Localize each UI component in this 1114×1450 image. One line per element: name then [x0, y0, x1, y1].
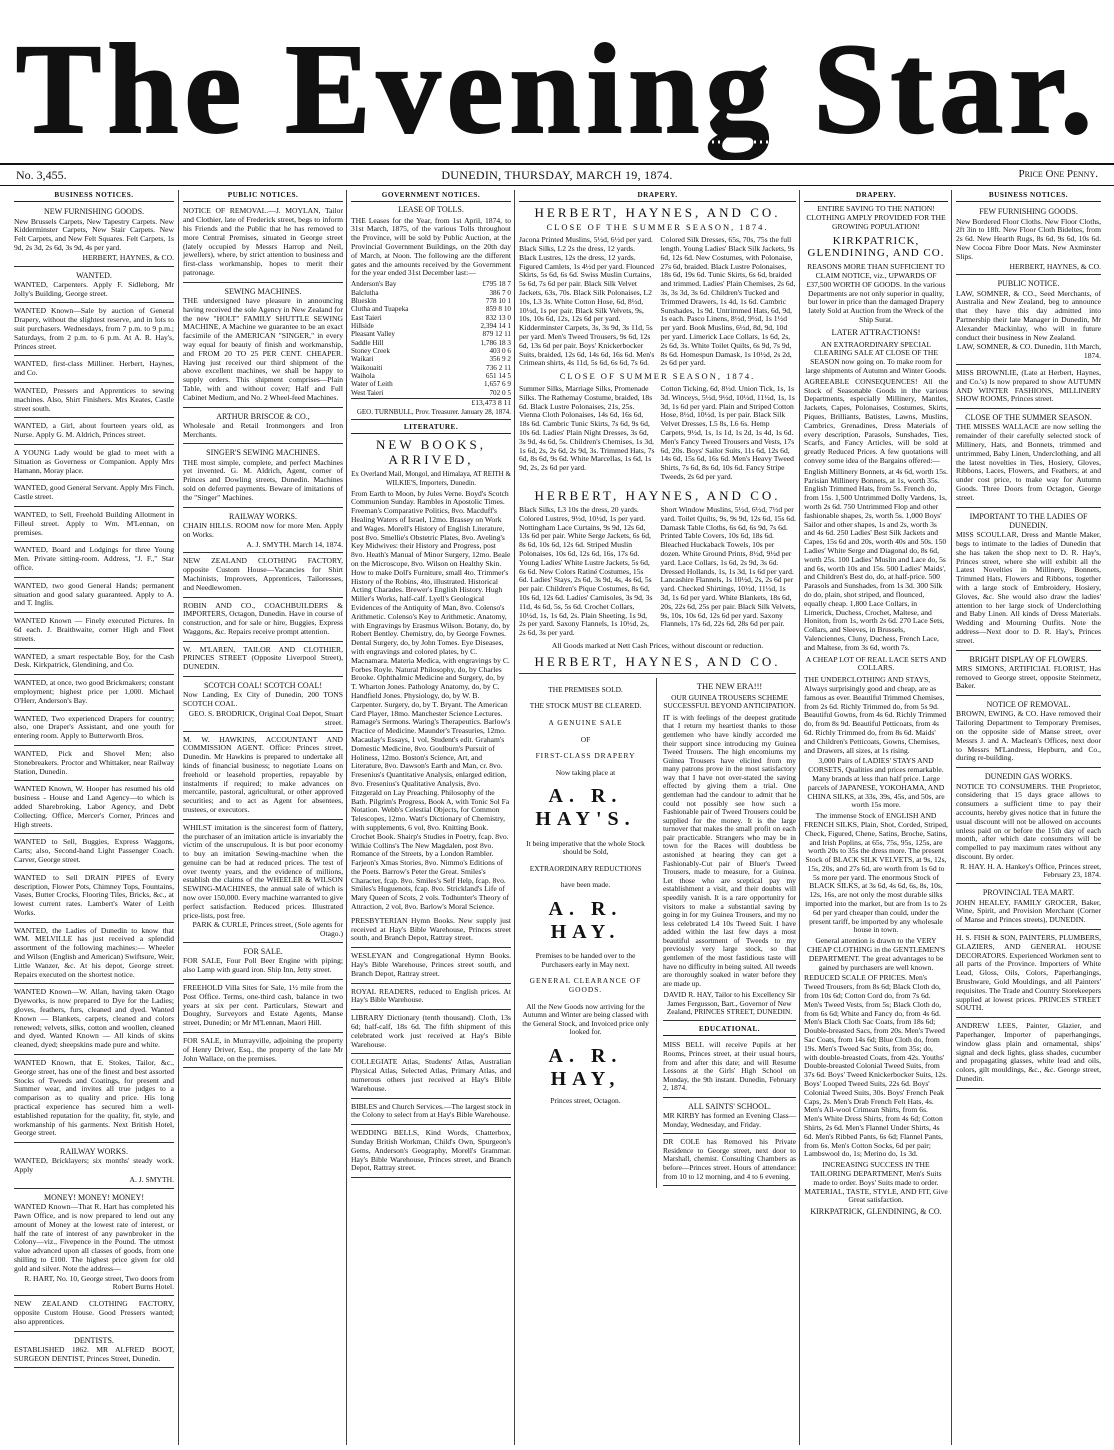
tailoring-department: INCREASING SUCCESS IN THE TAILORING DEPARTMENT, Men's Suits made to order. Boys' Suits made to order. MATERIAL, TASTE, STYLE, AND FIT, Give Great satisfaction. — [804, 1160, 948, 1205]
stock-cleared: THE STOCK MUST BE CLEARED. — [529, 701, 642, 711]
advertisement-signature: A. J. SMYTH. — [129, 1175, 174, 1185]
advertisement-body: WANTED, two good General Hands; permanent situation and good salary guaranteed. Apply to A. and T. Inglis. — [14, 580, 174, 608]
advertisement-body: CHAIN HILLS. ROOM now for more Men. Apply on Works. — [183, 520, 343, 539]
bonnets-list: English Millinery Bonnets, at 4s 6d, worth 15s. Parisian Millinery Bonnets, at 1s, worth 35s. English Trimmed Hats, from 5s. French do, from 15s. 1,500 Untrimmed Dolly Vardens, 1s, worth 2s 6d. 750 Untrimmed Flop and other fashionable shapes, 2s, worth 5s. 1,000 Boys' Sailor and other shapes, 1s and 2s, worth 3s and 4s 6d. 250 Ladies' Best Silk Jackets and Capes, 15s 6d and 20s, worth 40s and 50s. 150 Ladies' White Serge and Diagonal do, 8s 6d, worth 25s. 100 Ladies' Muslin and Lace do, 5s and 6s, worth 10s and 15s. 500 Ladies' Maids', and Children's Best do, do, at half-price. 500 Parasols and Sunshades, from 1s 3d. 300 Silk do do, plain, shot striped, and flounced, equally cheap. 1,800 Lace Collars, in Limerick, Duchess, Crochet, Maltese, and Honiton, from 1s, worth 2s 6d. 270 Lace Sets, Collars, and Sleeves, in Brussels, Valenciennes, Cluny, Duchess, French Lace, and Maltese, from 3s 6d, worth 7s. — [804, 466, 948, 652]
advertisement — [183, 982, 343, 1033]
advertisement-signature: GEO. S. BRODRICK, Original Coal Depot, Stuart street. — [188, 708, 343, 727]
table-row — [351, 364, 511, 372]
advertisement-body: MISS SCOULLAR, Dress and Mantle Maker, begs to intimate to the ladies of Dunedin that she has taken the shop next to D. R. Hay's, Princes street, where she will exhibit all the Latest Novelties in Millinery, Bonnets, Trimmed Hats, Flowers and Ribbons, together with a large stock of Embroidery, Hosiery, Gloves, &c. She would also draw the ladies' attention to her large stock of Underclothing and Baby Linen. All kinds of Dress Materials. Wedding and Mourning Outfits. Note the address—Next door to D. R. Hay's, Princes street. — [956, 530, 1101, 645]
advertisement-body: NOTICE OF REMOVAL.—J. MOYLAN, Tailor and Clothier, late of Frederick street, begs to inform his Friends and the Public that he has removed to more Central Premises, situated in George street (lately occupied by Messrs Harrop and Neil, jewellers), where, by strict attention to business and first-class workmanship, hopes to merit their patronage. — [183, 206, 343, 277]
tolls-body: THE Leases for the Year, from 1st April, 1874, to 31st March, 1875, of the various Tolls throughout the Province, will be sold by Public Auction, at the Provincial Government Buildings, on the 20th day of March, at Noon. The following are the different gates and the amounts received by the Government for the year ended 31st December last:— — [351, 215, 511, 278]
kirkpatrick-firm: KIRKPATRICK, GLENDINING, AND CO. — [807, 234, 945, 260]
toll-amount: 403 0 6 — [489, 346, 511, 355]
advertisement-body: NEW ZEALAND CLOTHING FACTORY, opposite Custom House—Vacancies for Shirt Machinists, Improvers, Apprentices, Tailoresses, and Needlewomen. — [183, 556, 343, 592]
advertisement-body: New Brussels Carpets, New Tapestry Carpets. New Kidderminster Carpets, New Stair Carpets. New Felt Carpets, and New Felt Squares. Felt Carpets, 1s 9d, 2s 3d, 2s 6d, 3s 9d, 4s per yard. — [14, 216, 174, 252]
advertisement-heading: RAILWAY WORKS. — [228, 511, 297, 521]
table-row — [351, 280, 511, 288]
price-list-left: Summer Silks, Marriage Silks, Promenade Silks. The Rathemay Costume, braided, 18s 6d. Black Lustre Polonaises, 21s, 25s. Vienna Cloth Polonaises, 14s 6d, 16s 6d, 18s 6d. Cambric Tunic Skirts, 7s 6d, 9s 6d, 10s 6d. Ladies' Plain Night Dresses, 3s 6d, 3s 9d, 4s 6d, 5s. Children's Chemises, 1s 3d, 1s 6d, 2s, 2s 6d, 2s 9d, 3s. Trimmed Hats, 7s 6d, 8s 6d, 9s 6d. White Marcellas, 1s 6d, 1s 9d, 2s, 2s 6d per yard. — [519, 384, 655, 473]
advertisement — [956, 205, 1101, 275]
toll-gate-name: East Taieri — [351, 313, 382, 322]
advertisement — [14, 925, 174, 985]
advertisement — [14, 677, 174, 710]
toll-amount: 2,394 14 1 — [480, 321, 511, 330]
ads-list — [351, 915, 511, 1178]
firm-name: HERBERT, HAYNES, AND CO. — [534, 205, 781, 221]
advertisement — [351, 1127, 511, 1178]
advertisement — [14, 986, 174, 1055]
table-row — [351, 314, 511, 322]
table-row — [351, 330, 511, 338]
have-been-made: have been made. — [560, 880, 611, 890]
table-row — [351, 389, 511, 397]
masthead — [0, 0, 1114, 160]
advertisement-body: MISS BROWNLIE, (Late at Herbert, Haynes, and Co.'s) Is now prepared to show AUTUMN AND WINTER FASHIONS, MILLINERY SHOW ROOMS, Princes street. — [956, 368, 1101, 404]
table-row — [351, 339, 511, 347]
educational-header: EDUCATIONAL. — [663, 1024, 796, 1036]
toll-amount: 702 0 5 — [489, 388, 511, 397]
toll-gate-name: Balclutha — [351, 288, 379, 297]
issue-number: No. 3,455. — [16, 168, 67, 182]
advertisement-heading: ALL SAINTS' SCHOOL. — [688, 1101, 771, 1111]
stays-corsets: 3,000 Pairs of LADIES' STAYS AND CORSETS, Qualities and prices remarkable. Many brands at less than half price. Large parcels of JAPANESE, YOKOHAMA, AND CHINA SILKS, at 33s, 39s, 45s, and 50s, are worth 15s more. — [807, 756, 945, 810]
hay-name: A. R. HAY'S. — [535, 785, 636, 831]
advertisement — [14, 836, 174, 869]
advertisement-body: WESLEYAN and Congregational Hymn Books. Hay's Bible Warehouse, Princes street south, and Branch Depot, Rattray street. — [351, 951, 511, 978]
advertisement-body: WANTED, at once, two good Brickmakers; constant employment; highest price per 1,000. Michael O'Herr, Anderson's Bay. — [14, 678, 174, 705]
toll-amount: 832 13 0 — [485, 313, 511, 322]
reduced-scale: REDUCED SCALE OF PRICES. Men's Tweed Trousers, from 8s 6d; Black Cloth do, from 10s 6d; Cotton Cord do, from 7s 6d. Men's Tweed Vests, from 5s; Black Cloth do, from 6s 6d; White and Fancy do, from 4s 6d. Men's Black Cloth Sac Coats, from 18s 6d; Double-breasted Sacs, from 20s. Men's Tweed Sac Coats, from 14s 6d; Blue Cloth do, from 19s. Men's Tweed Sac Suits, from 35s; do, with double-breasted Coats, from 42s. Youths' Double-breasted Colonial Tweed Suits, from 37s 6d. Boys' Tweed Knickerbocker Suits, 12s. Boys' Looped Tweed Suits, 22s 6d. Boys' Colonial Tweed Suits, 30s. Boys' French Peak Caps, 2s. Men's Drab French Felt Hats, 4s. Men's All-wool Crimean Shirts, from 6s. Men's White Dress Shirts, from 4s 6d; Cotton Shirts, 2s 6d. Men's Flannel Under Shirts, 4s 6d. Men's Ribbed Pants, 6s 6d; Flannel Pants, from 6s. Men's Cotton Socks, 6d per pair; Lambswool do, 1s; Merino do, 1s 3d. — [804, 973, 948, 1159]
masthead-title: The Evening Star. — [15, 18, 1099, 160]
advertisement — [14, 1145, 174, 1189]
firm-name-3: HERBERT, HAYNES, AND CO. — [519, 654, 796, 674]
advertisement — [183, 734, 343, 820]
advertisement-body: WANTED Known, W. Hooper has resumed his old business - House and Land Agency—to which is added Sharebroking, Labor Agency, and Debt Collecting. Office, Mercer's Corner, Princes and High streets. — [14, 784, 174, 829]
advertisement-signature: HERBERT, HAYNES, & CO. — [1009, 261, 1101, 271]
advertisement-signature: PARK & CURLE, Princes street, (Sole agents for Otago.) — [192, 920, 343, 939]
advertisement — [956, 653, 1101, 697]
advertisement — [14, 1334, 174, 1369]
table-row — [351, 322, 511, 330]
advertisement-body: WANTED, a Girl, about fourteen years old, as Nurse. Apply G. M. Aldrich, Princes street. — [14, 421, 174, 440]
advertisement — [183, 822, 343, 943]
advertisement — [663, 1100, 796, 1134]
column-header: GOVERNMENT NOTICES. — [351, 190, 511, 202]
advertisement-body: WEDDING BELLS, Kind Words, Chatterbox, Sunday British Workman, Child's Own, Spurgeon's Gems, Anderson's Geography, Morell's Grammar. Hay's Bible Warehouse, Princes street, and Branch Depot, Rattray street. — [351, 1128, 511, 1173]
table-row — [351, 355, 511, 363]
advertisement-body: WANTED Known—Sale by auction of General Drapery, without the slightest reserve, and in lots to suit purchasers. Wednesdays, from 7 p.m. to 9 p.m.; Saturdays, from 2 p.m. to 6 p.m. At A. R. Hay's, Princes street. — [14, 306, 174, 351]
advertisement-body: NOTICE TO CONSUMERS. THE Proprietor, considering that 15 days grace allows to consumers a sufficient time to pay their accounts, hereby gives notice that in future the usual discount will not be allowed on accounts unless paid on or before the 15th day of each month, after which date consumers will be compelled to pay maximum rates without any discount. By order. — [956, 781, 1101, 861]
advertisement-body: ANDREW LEES, Painter, Glazier, and Paperhanger, Importer of paperhangings, window glass plain and ornamental, ships' signal and deck lights, glass shades, cucumber and propagating glasses, white lead and oils, colors, gilt mouldings, &c., &c. George street, Dunedin. — [956, 1021, 1101, 1083]
guinea-trousers-heading: OUR GUINEA TROUSERS SCHEME SUCCESSFUL BEYOND ANTICIPATION. — [663, 692, 796, 711]
special-sale: AN EXTRAORDINARY SPECIAL CLEARING SALE AT CLOSE OF THE SEASON now going on. To make room for large shipments of Autumn and Winter Goods. — [805, 339, 947, 376]
advertisement-heading: CLOSE OF THE SUMMER SEASON. — [965, 413, 1092, 423]
advertisement-body: ROYAL READERS, reduced to English prices. At Hay's Bible Warehouse. — [351, 986, 511, 1005]
toll-gate-name: Stoney Creek — [351, 346, 390, 355]
advertisement — [956, 932, 1101, 1018]
reasons: REASONS MORE THAN SUFFICIENT TO CLAIM NOTICE, viz., UPWARDS OF £37,500 WORTH OF GOODS. In the various Departments are not only superior in quality, but lower in price than the damaged Drapery lately Sold at Auction from the Wreck of the Ship Surat. — [806, 262, 946, 325]
new-era-heading: THE NEW ERA!!! — [696, 680, 763, 691]
column-header: BUSINESS NOTICES. — [14, 190, 174, 202]
price-list-3 — [519, 506, 796, 638]
advertisement-heading: MONEY! MONEY! MONEY! — [44, 1192, 144, 1202]
table-row — [351, 372, 511, 380]
column-header: BUSINESS NOTICES. — [956, 190, 1101, 202]
advertisement — [14, 305, 174, 356]
toll-amount: £795 18 7 — [482, 280, 511, 289]
genuine-sale: A GENUINE SALE — [548, 717, 623, 727]
toll-amount: 356 9 2 — [489, 355, 511, 364]
advertisement-body: MR KIRBY has formed an Evening Class—Monday, Wednesday, and Friday. — [663, 1111, 796, 1129]
column-header: DRAPERY. — [519, 190, 796, 202]
advertisement — [183, 446, 343, 507]
advertisement-heading: PUBLIC NOTICE. — [997, 279, 1060, 289]
later-attractions: LATER ATTRACTIONS! — [831, 326, 921, 337]
silks: The immense Stock of ENGLISH AND FRENCH SILKS, Plain, Shot, Corded, Striped, Check, Figured, Chene, Satins, Broche, Satins, and Irish Poplins, at 65s, 75s, 95s, 125s, are worth 20s to 35s the dress more. The present Stock of BLACK SILK VELVETS, at 9s, 12s, 15s, 20s, and 27s 6d, are worth from 1s 6d to 5s more per yard. The enormous Stock of BLACK SILKS, at 3s 6d, 4s 6d, 6s, 8s, 10s, 12s, 16s, are not only the most durable silks imported into the market, but are from 1s to 2s 6d per yard cheaper than could, under the present tariff, be imported by any wholesale house in town. — [804, 811, 948, 935]
advertisement-body: Now Landing, Ex City of Dunedin, 200 TONS SCOTCH COAL. — [183, 690, 343, 709]
toll-gate-name: Water of Leith — [351, 380, 393, 389]
toll-gate-name: Waikouaiti — [351, 363, 383, 372]
toll-gate-name: Saddle Hill — [351, 338, 384, 347]
toll-amount: 859 8 10 — [485, 305, 511, 314]
imperative-text: It being imperative that the whole Stock should be Sold, — [526, 838, 645, 857]
tolls-table — [351, 280, 511, 397]
advertisement-body: BROWN, EWING, & CO. Have removed their Tailoring Department to Temporary Premises, on the opposite side of Manse street, over Messrs J. and A. Maclean's Offices, next door to Messrs M'Landress, Hepburn, and Co., during re-building. — [956, 709, 1101, 763]
table-row — [351, 297, 511, 305]
hay-sale-advert — [519, 678, 657, 1188]
advertisement-body: WANTED to Sell, Buggies, Express Waggons, Carts; also, Second-hand Light Passenger Coach. Carver, George street. — [14, 837, 174, 864]
advertisement — [956, 1020, 1101, 1089]
advertisement-heading: FOR SALE. — [243, 947, 283, 957]
advertisement-body: THE MISSES WALLACE are now selling the remainder of their carefully selected stock of Millinery, Hats, and Bonnets, trimmed and untrimmed, Baby Linen, Underclothing, and all the latest novelties in Ties, Hosiery, Gloves, Ribbons, Laces, Flowers, and Feathers, at and under cost price, to make way for Autumn Goods. Three Doors from Octagon, George street. — [956, 422, 1101, 502]
advertisement — [14, 748, 174, 781]
advertisement — [351, 915, 511, 948]
toll-gate-name: Clutha and Tuapeka — [351, 305, 409, 314]
new-books-subtitle: Ex Overland Mail, Mongol, and Himalaya, AT REITH & WILKIE'S, Importers, Dunedin. — [351, 470, 511, 487]
advertisement — [183, 555, 343, 597]
advertisement-heading: DUNEDIN GAS WORKS. — [984, 772, 1073, 782]
advertisement-body: WANTED Known—That R. Hart has completed his Pawn Office, and is now prepared to lend out any amount of Money at the lowest rate of interest, or half the rate of interest of any pawnbroker in the Colony—viz., Fivepence in the Pound. The utmost value advanced upon all classes of goods, from one shilling to £100. The highest price given for old gold and silver. Note the address— — [14, 1202, 174, 1273]
hay-name-3: A. R. HAY, — [548, 1044, 623, 1091]
price-list-left: Jacona Printed Muslins, 5½d, 6½d per yard. Black Silks, L2 2s the dress, 12 yards. Black Lustres, 12s the dress, 12 yards. Figured Camlets, 1s 4½d per yard. Flounced Skirts, 5s 6d, 6s 6d. Swiss Muslin Curtains, 5s 6d, 7s 6d per pair. Black Silk Velvet Jackets, 63s, 70s. Black Silk Polonaises, L2 10s, L3 3s. White Cotton Hose, 6d, 8½d, 10½d, 1s per pair. Black Silk Velvets, 9s, 10s, 10s 6d, 12s, 12s 6d per yard. Kidderminster Carpets, 3s, 3s 9d, 3s 11d, 5s per yard. Men's Tweed Trousers, 9s 6d, 12s 6d, 13s 6d per pair. Boys' Knickerbocker Suits, braided, 12s 6d, 14s 6d, 16s 6d. Men's Crimean shirts, 4s 11d, 5s 6d, 6s 6d, 7s 6d. — [519, 235, 655, 368]
advertisement — [663, 1136, 796, 1186]
advertisement-body: MISS BELL will receive Pupils at her Rooms, Princes street, at their usual hours, from and after this date; and will Resume Lessons at the Girls' High School on Monday, the 9th instant. Dunedin, February 2, 1874. — [663, 1040, 796, 1093]
advertisement — [183, 410, 343, 445]
advertisement-signature: R. HAY. H. A. Hankey's Office, Princes street, February 23, 1874. — [959, 861, 1101, 880]
advertisement — [183, 600, 343, 642]
ads-list — [956, 205, 1101, 1088]
price-list-1 — [519, 236, 796, 368]
advertisement-body: WANTED, Pick and Shovel Men; also Stonebreakers. Proctor and Whittaker, near Railway Station, Dunedin. — [14, 748, 174, 776]
advertisement-body: WANTED, Two experienced Drapers for country; also, one Draper's Assistant, and one youth for entering room. Apply to Butterworth Bros. — [14, 713, 174, 741]
table-row — [351, 289, 511, 297]
new-goods-text: All the New Goods now arriving for the Autumn and Winter are being classed with the General Stock, and Invoiced price only looked for. — [522, 1001, 649, 1037]
underclothing: THE UNDERCLOTHING AND STAYS, Always surprisingly good and cheap, are as famous as ever. Beautiful Trimmed Chemises, from 2s 6d. Richly Trimmed do, from 5s 9d. Beautiful Gowns, from 4s 6d. Richly Trimmed do, from 8s 9d. Beautiful Petticoats, from 4s 6d. Richly Trimmed do, from 8s 6d. Maids' and Children's Petticoats, Gowns, Chemises, and Drawers, all sizes, at 1s rising. — [804, 675, 947, 755]
advertisement-heading: ARTHUR BRISCOE & CO., — [216, 411, 310, 421]
advertisement — [14, 420, 174, 445]
advertisement — [351, 1012, 511, 1054]
advertisement — [956, 698, 1101, 768]
advertisement-body: WHILST imitation is the sincerest form of flattery, the purchaser of an imitation article is invariably the victim of the unscrupulous. It is but poor economy to buy an imitation Sewing-machine when the genuine can be had at reduced prices. The test of over twenty years, and the evidence of millions, establish the claims of the WHEELER & WILSON SEWING-MACHINES, the annual sale of which is now over 150,000. Every machine warranted to give perfect satisfaction. Reduced prices. Illustrated price-lists, post free. — [183, 822, 343, 920]
tolls-total: £13,473 8 11 — [351, 398, 511, 408]
toll-amount: 736 2 11 — [486, 363, 511, 372]
advertisement-body: FOR SALE, Four Poll Beer Engine with piping; also Lamp with guard iron. Ship Inn, Jetty street. — [183, 956, 343, 975]
agreeable-consequences: AGREEABLE CONSEQUENCES! All the Stock of Seasonable Goods in the various Departments, especially Millinery, Mantles, Jackets, Capes, Polonaises, Costumes, Skirts, Piques, Brilliants, Batistes, Lawns, Muslins, Cambrics, Grenadines, Dress Materials of every description, Parasols, Sunshades, Ties, Scarfs, and Fancy Articles, will be sold at greatly Reduced Prices. A few quotations will convey some idea of the Bargains offered:— — [804, 376, 948, 466]
advertisement — [351, 1101, 511, 1126]
toll-amount: 1,786 18 3 — [480, 338, 511, 347]
advertisement — [956, 510, 1101, 651]
advertisement-signature: A. J. SMYTH. March 14, 1874. — [246, 539, 343, 549]
advertisement-signature: R. HART, No. 10, George street, Two doors from Robert Burns Hotel. — [24, 1273, 174, 1292]
advertisement — [14, 1191, 174, 1296]
toll-gate-name: Hillside — [351, 321, 374, 330]
price-list-left: Black Silks, L3 10s the dress, 20 yards. Colored Lustres, 9½d, 10½d, 1s per yard. Nottingham Lace Curtains, 9s 9d, 12s 6d, 13s 6d per pair. White Serge Jackets, 6s 6d, 8s 6d, 10s 6d, 12s 6d. Striped Muslin Polonaises, 10s 6d, 12s 6d, 16s, 17s 6d. Young Ladies' White Lustre Jackets, 5s 6d, 6s 6d. New Colors Ratiné Costumes, 15s 6d. Ladies' Stays, 2s 6d, 3s 9d, 4s, 4s 6d, 5s per pair. Children's Pique Costumes, 8s 6d, 10s 6d, 12s 6d. Ladies' Camisoles, 3s 9d, 3s 11d, 4s 6d, 5s, 5s 6d. Crochet Collars, 10½d, 1s, 1s 6d, 2s. Plain Sheeting, 1s 9d, 2s per yard. Saxony Flannels, 1s 10½d, 2s, 2s 6d, 3s per yard. — [519, 504, 653, 638]
advertisement-body: A YOUNG Lady would be glad to meet with a Situation as Governess or Companion. Apply Mrs Hamann, Moray place. — [14, 448, 174, 475]
price-list-right: Colored Silk Dresses, 65s, 70s, 75s the full length. Young Ladies' Black Silk Jackets, 9s 6d, 12s 6d. New Costumes, with Polonaise, 27s 6d, braided. Black Lustre Polonaises, 18s 6d, 19s 6d. Tunic Skirts, 6s 6d, braided and trimmed. Ladies' Plain Chemises, 2s 6d, 3s, 3s 3d, 3s 6d. Children's Tucked and Trimmed Drawers, 1s 4d, 1s 6d. Cambric Sunshades, 1s 9d. Untrimmed Hats, 6d, 9d, 1s each. Pasco Linens, 8½d, 9½d, 1s 1½d per yard. Book Muslins, 6½d, 8d, 9d, 10d per yard. Limerick Lace Collars, 1s 6d, 2s, 2s 6d, 3s. White Toilet Quilts, 6s 9d, 7s 9d, 8s 6d. Homespun Damask, 1s 10½d, 2s 2d, 2s 6d per yard. — [660, 235, 796, 368]
extraordinary-reductions: EXTRAORDINARY REDUCTIONS — [529, 863, 642, 873]
advertisement — [183, 205, 343, 282]
toll-gate-name: West Taieri — [351, 388, 384, 397]
hay-address: Princes street, Octagon. — [550, 1096, 621, 1106]
advertisement-heading: IMPORTANT TO THE LADIES OF DUNEDIN. — [969, 511, 1088, 530]
advertisement-body: New Bordered Floor Cloths. New Floor Cloths, 2ft 3in to 18ft. New Floor Cloth Bideltes, from 2s 6d. New Hearth Rugs, 8s 6d, 9s 6d, 10s 6d. New Cocoa Fibre Door Mats. New Axminster Slips. — [956, 216, 1101, 261]
advertisement-heading: DENTISTS. — [74, 1335, 114, 1345]
advertisement-body: MRS SIMONS, ARTIFICIAL FLORIST, Has removed to George street, opposite Steinmetz, Baker. — [956, 663, 1101, 691]
issue-price: Price One Penny. — [1018, 168, 1098, 180]
advertisement-body: WANTED Known — Finely executed Pictures. In 6d each. J. Braithwaite, corner High and Fleet streets. — [14, 616, 174, 643]
advertisement — [183, 510, 343, 554]
toll-amount: 651 14 5 — [485, 371, 511, 380]
advertisement-body: WANTED Known—W. Allan, having taken Otago Dyeworks, is now prepared to Dye for the Ladies; gloves, feathers, furs, cleaned and dyed. Wanted Known — Blankets, carpets, cleaned and colors renewed; velvets, silks, cotton and woollen, cleaned and dyed. Wanted Known — All kinds of skins cleaned, dyed; sheepskins made pure and white. — [14, 987, 174, 1050]
advertisement — [956, 277, 1101, 365]
advertisement-body: COLLEGIATE Atlas, Students' Atlas, Australian Physical Atlas, Selected Atlas, Primary Atlas, and numerous others just received at Hay's Bible Warehouse. — [351, 1057, 511, 1093]
new-books-title: NEW BOOKS, ARRIVED, — [376, 437, 486, 468]
hay-and-era-block — [519, 678, 796, 1188]
advertisement-body: WANTED, to Sell, Freehold Building Allotment in Filleul street. Apply to Wm. M'Lennan, on premises. — [14, 510, 174, 537]
advertisement-body: WANTED to Sell DRAIN PIPES of Every description, Flower Pots, Chimney Tops, Fountains, Vases, Butter Crocks, Flooring Tiles, Bricks, &c., at lowest current rates. Lambert's Water of Leith Works. — [14, 872, 174, 917]
toll-gate-name: Anderson's Bay — [351, 280, 397, 289]
advertisement-body: FOR SALE, in Murrayville, adjoining the property of Henry Driver, Esq., the property of the late Mr John Wallace, on the premises. — [183, 1035, 343, 1063]
new-era-signature: DAVID R. HAY, Tailor to his Excellency Sir James Fergusson, Bart., Governor of New Zealand, PRINCES STREET, DUNEDIN. — [663, 991, 796, 1021]
column-government-notices — [346, 190, 515, 1445]
toll-amount: 879 12 11 — [482, 330, 511, 339]
advertisement — [14, 269, 174, 304]
column-drapery-kirkpatrick — [799, 190, 952, 1445]
advertisement-body: WANTED Known, that E. Stokes, Tailor, &c., George street, has one of the finest and best assorted Stocks of Tweeds and Coatings, for present and Summer wear, and invites all true judges to a comparison as to quality and price. His long practical experience has secured him a well-established reputation for the quality, fit, style, and workmanship of his garments. Next British Hotel, George street. — [14, 1058, 174, 1138]
toll-amount: 1,657 6 9 — [484, 380, 511, 389]
advertisement-body: LAW, SOMNER, & CO., Seed Merchants, of Australia and New Zealand, beg to announce that they have this day admitted into Partnership their late Manager in Dunedin, Mr Alexander Mackinlay, who will in future conduct their business in New Zealand. — [956, 288, 1101, 342]
column-business-notices — [10, 190, 178, 1445]
column-header: DRAPERY. — [804, 190, 948, 202]
literature-header: LITERATURE. — [351, 422, 511, 434]
season-heading: CLOSE OF THE SUMMER SEASON, 1874. — [546, 222, 769, 233]
advertisement — [956, 770, 1101, 884]
gentlemens-department: General attention is drawn to the VERY CHEAP CLOTHING in the GENTLEMEN'S DEPARTMENT. The great advantages to be gained by purchasers are well known. — [806, 936, 946, 972]
advertisement — [956, 411, 1101, 507]
advertisement-body: FREEHOLD Villa Sites for Sale, 1½ mile from the Post Office. Terms, one-third cash, balance in two years at six per cent. Particulars, Stewart and Doughty, Surveyors and Estate Agents, Manse street, Dunedin; or Mr M'Lennan, Maori Hill. — [183, 982, 343, 1028]
advertisement — [14, 651, 174, 676]
advertisement — [14, 544, 174, 577]
advertisement — [14, 509, 174, 542]
of-text: OF — [580, 734, 591, 744]
advertisement — [183, 679, 343, 731]
advertisement — [183, 644, 343, 677]
advertisement — [183, 945, 343, 980]
price-list-right: Short Window Muslins, 5½d, 6½d, 7½d per yard. Toilet Quilts, 9s, 9s 9d, 12s 6d, 15s 6d. Damask Table Cloths, 6s 6d, 6s 9d, 7s 6d. Printed Table Covers, 10s 6d, 18s 6d. Bleached Huckaback Towels, 10s per dozen. White Ground Prints, 8½d, 9½d per yard. Lace Collars, 1s 6d, 2s 9d, 3s 6d. Dressed Hollands, 1s, 1s 3d, 1s 6d per yard. Lancashire Flannels, 1s 10½d, 2s, 2s 6d per yard. Checked Shirtings, 10½d, 11½d, 1s 3d, 1s 6d per yard. White Blankets, 18s 6d, 20s, 22s 6d, 25s per pair. Black Silk Velvets, 9s, 10s, 10s 6d, 12s 6d per yard. Saxony Flannels, 17s 6d, 22s 6d, 28s 6d per pair. — [660, 504, 796, 629]
issue-date: DUNEDIN, THURSDAY, MARCH 19, 1874. — [441, 168, 673, 182]
advertisement-heading: BRIGHT DISPLAY OF FLOWERS. — [969, 654, 1088, 664]
advertisement-heading: RAILWAY WORKS. — [59, 1147, 128, 1157]
advertisement-body: WANTED, the Ladies of Dunedin to know that WM. MELVILLE has just received a splendid assortment of the following machines:— Wheeler and Wilson (English and American) Swiftsure, Weir, Little Wanzer, &c. At his depot, George street. Repairs executed on the shortest notice. — [14, 925, 174, 979]
advertisement — [351, 986, 511, 1011]
advertisement — [663, 1039, 796, 1097]
advertisement-body: PRESBYTERIAN Hymn Books. New supply just received at Hay's Bible Warehouse, Princes street south, and Branch Depot, Rattray street. — [351, 915, 511, 943]
advertisement-body: H. S. FISH & SON, PAINTERS, PLUMBERS, GLAZIERS, AND GENERAL HOUSE DECORATORS. Experienced Workmen sent to all parts of the Province. Importers of White Lead, Gloss, Oils, Colors, Paperhangings, Brushware, Gold Mouldings, and all Painters' requisites. The Trade and Country Storekeepers supplied at lowest prices. PRINCES STREET SOUTH. — [956, 932, 1101, 1013]
advertisement-body: WANTED, a smart respectable Boy, for the Cash Desk. Kirkpatrick, Glendining, and Co. — [14, 651, 174, 670]
toll-gate-name: Waihola — [351, 371, 375, 380]
advertisement — [14, 615, 174, 648]
toll-amount: 778 10 1 — [485, 296, 511, 305]
column-public-notices — [178, 190, 347, 1445]
advertisement-heading: SEWING MACHINES. — [224, 286, 302, 296]
table-row — [351, 347, 511, 355]
advertisement-body: ESTABLISHED 1862. MR ALFRED BOOT, SURGEON DENTIST, Princes Street, Dunedin. — [14, 1344, 174, 1363]
advertisement-body: Wholesale and Retail Ironmongers and Iron Merchants. — [183, 420, 343, 439]
advertisement — [183, 285, 343, 408]
advertisement-heading: NOTICE OF REMOVAL. — [986, 700, 1071, 710]
hay-name-2: A. R. HAY. — [548, 897, 623, 944]
toll-gate-name: Pleasant Valley — [351, 330, 395, 339]
tolls-signature: GEO. TURNBULL, Prov. Treasurer. January 28, 1874. — [351, 408, 511, 420]
advertisement — [14, 447, 174, 480]
firm-name-2: HERBERT, HAYNES, AND CO. — [534, 487, 781, 503]
new-era-body: IT is with feelings of the deepest gratitude that I return my heartiest thanks to those gentlemen who have kindly accorded me their support since introducing my Guinea Tweed Trousers. The high encomiums my Guinea Trousers have elicited from my many patrons prove in the most satisfactory way that I have not over-stated the saving effected by giving them a trial. One gentleman had the candour to admit that he could not possibly see how such a Fashionable pair of Tweed Trousers could be supplied for the money. It is the large turnover that makes the small profit on each pair practicable. Strangers who may be in town for the Races will doubtless be astonished at hearing they can get a Fashionably-Cut pair of Bluer's Tweed Trousers, made to measure, for a Guinea. Let those who are sceptical pay my establishment a visit, and their doubts will speedily vanish. It is a rare opportunity for visitors to make a substantial saving by going in for my Guinea Trousers, and my no less celebrated L4 10s Tweed Suit. I have added within the last few days a most beautiful assortment of Tweeds to my previously very large stock, so that gentlemen of the most fastidious taste will have no difficulty in being suited. All tweeds are thoroughly soaked in water before they are made up. — [663, 712, 796, 988]
advertisement-body: M. W. HAWKINS, ACCOUNTANT AND COMMISSION AGENT. Office: Princes street, Dunedin. Mr Hawkins is prepared to undertake all kinds of financial business; to negotiate Loans on freehold or leasehold properties, repayable by instalments if required; to make advances on mercantile, pastoral, agricultural, or other approved securities; and to act as Agent for absentees, trustees, or executors. — [183, 734, 343, 814]
advertisement-body: ROBIN AND CO., COACHBUILDERS & IMPORTERS, Octagon, Dunedin. Have in course of construction, and for sale or hire, Buggies, Express Waggons, &c. Repairs receive prompt attention. — [183, 600, 343, 636]
advertisement — [14, 385, 174, 418]
advertisement — [14, 1057, 174, 1143]
advertisement — [183, 1035, 343, 1068]
new-era-advert — [663, 678, 796, 1188]
advertisement — [14, 482, 174, 507]
masthead-blackletter-title — [0, 0, 1114, 160]
advertisement-signature: LAW, SOMNER, & CO. Dunedin, 11th March, 1874. — [956, 342, 1101, 361]
column-drapery-hay — [514, 190, 800, 1445]
advertisement-heading: PROVINCIAL TEA MART. — [982, 888, 1075, 898]
first-class-drapery: FIRST-CLASS DRAPERY — [535, 751, 636, 761]
kirkpatrick-signature: KIRKPATRICK, GLENDINING, & CO. — [810, 1207, 942, 1217]
book-list: From Earth to Moon, by Jules Verne. Boyd's Scotch Communion Sunday. Rambles in Apostolic Times. Freeman's Comparative Politics, 8vo. Macduff's Healing Waters of Israel, 12mo. Brassey on Work and Wages. Morell's History of English Literature, post 8vo. Smellie's Obstetric Plates, 8vo. Aveling's Key Midwives: their History and Progress, post 8vo. Heath's Manual of Minor Surgery, 12mo. Beale on the Microscope, 8vo. Wilson on Healthy Skin. How to make Doll's Furniture, small 4to. Trimmer's History of the Robins, 4to, illustrated. Historical Acting Charades. Brewer's English History. Hugh Miller's Works, half-calf. Lyell's Geological Evidences of the Antiquity of Man, 8vo. Colenso's Arithmetic. Colenso's Key to Arithmetic. Anatomy, with Engravings by Erasmus Wilson. Botany, do, by Robert Bentley. Chemistry, do, by George Fownes. Dental Surgery, do, by John Tomes. Eye Diseases, with engravings and colored plates, by C. Macnamara. Materia Medica, with engravings by C. Forbes Royle. Natural Philosophy, do, by Charles Brooke. Ophthalmic Medicine and Surgery, do, by T. Wharton Jones. Pathology Anatomy, do, by C. Handfield Jones. Physiology, do, by W. B. Carpenter. Surgery, do, by T. Bryant. The American Card Player, 18mo. Manchester Science Lectures. Ramage's Sermons. Waring's Therapeutics. Barlow's Practice of Medicine. Maunder's Treasuries, 12mo. Macaulay's Essays, 1 vol, Student's edit. Graham's Domestic Medicine, 8vo. Goulburn's Pursuit of Holiness, 12mo. Boston's Science, Art, and Literature, 8vo. Dawson's Earth and Man, cr. 8vo. Fresenius's Quantitative Analysis, enlarged edition, 8vo. Fresenius's Qualitative Analysis, 8vo. Fitzgerald on Lay Preaching. Philosophy of the Bath. Pilgrim's Progress, Book A, with Tonic Sol Fa Notation. Webb's Celestial Objects, for Common Telescopes, 12mo. Watt's Dictionary of Chemistry, with supplements, 6 vol, 8vo. Knitting Book. Crochet Book. Shairp's Studies in Poetry, fcap. 8vo. Wilkie Collins's The New Magdalen, post 8vo. Romance of the Streets, by a London Rambler. Farjeon's Xmas Stories, 8vo. Nimmo's Editions of the Poets. Barrow's Peter the Great. Smiles's Character, fcap. 8vo. Smiles's Self Help, fcap. 8vo. Smiles's Huguenots, fcap. 8vo. Strickland's Life of Mary Queen of Scots, 2 vols. Todhunter's Theory of Attraction, 2 vol, 8vo. Barlow's Moral Science. — [351, 488, 511, 912]
advertisement-body: BIBLES and Church Services.—The largest stock in the Colony to select from at Hay's Bible Warehouse. — [351, 1101, 511, 1120]
toll-amount: 386 7 0 — [489, 288, 511, 297]
advertisement — [14, 872, 174, 923]
column-header: PUBLIC NOTICES. — [183, 190, 343, 202]
column-business-notices-right — [951, 190, 1105, 1445]
price-list-right: Cotton Ticking, 6d, 8½d. Union Tick, 1s, 1s 3d. Winceys, 5½d, 9½d, 10½d, 11½d, 1s, 1s 3d, 1s 6d per yard. Plain and Striped Cotton Hose, 8½d, 10½d, 1s per pair. Black Silk Velvet Dresses, L5 8s, L6 6s. Hemp Carpets, 9½d, 1s, 1s 1d, 1s 2d, 1s 4d, 1s 6d. Men's Fancy Tweed Trousers and Vests, 17s 6d, 20s. Boys' Sailor Suits, 11s 6d, 12s 6d, 14s 6d, 15s 6d, 16s 6d. Men's Heavy Tweed Shirts, 7s 6d, 8s 6d, 10s 6d. Fancy Stripe Tweeds, 2s 6d per yard. — [660, 384, 795, 482]
advertisement-body: NEW ZEALAND CLOTHING FACTORY, opposite Custom House. Good Pressers wanted; also apprentices. — [14, 1299, 174, 1326]
advertisement-body: WANTED, good General Servant. Apply Mrs Finch, Castle street. — [14, 483, 174, 502]
table-row — [351, 305, 511, 313]
advertisement — [14, 783, 174, 834]
toll-gate-name: Waikari — [351, 355, 374, 364]
ads-list — [14, 205, 174, 1368]
advertisement-signature: HERBERT, HAYNES, & CO. — [82, 252, 174, 262]
advertisement-heading: SCOTCH COAL! SCOTCH COAL! — [203, 681, 322, 691]
newspaper-columns — [10, 190, 1104, 1445]
now-taking-place: Now taking place at — [555, 767, 616, 777]
advertisement-body: W. M'LAREN, TAILOR AND CLOTHIER, PRINCES STREET (Opposite Liverpool Street), DUNEDIN. — [183, 644, 343, 672]
season-heading-2: CLOSE OF SUMMER SEASON, 1874. — [559, 371, 756, 382]
advertisement-body: JOHN HEALEY, FAMILY GROCER, Baker, Wine, Spirit, and Provision Merchant (Corner of Manse and Princes streets), DUNEDIN. — [956, 897, 1101, 925]
premises-handover: Premises to be handed over to the Purchasers early in May next. — [535, 951, 636, 969]
advertisement-heading: NEW FURNISHING GOODS. — [43, 207, 145, 217]
advertisement — [351, 950, 511, 983]
advertisement-body: WANTED, Carpenters. Apply F. Sidleborg, Mr Jolly's Building, George street. — [14, 279, 174, 298]
price-note: All Goods marked at Nett Cash Prices, without discount or reduction. — [551, 640, 764, 650]
advertisement-body: WANTED, Pressers and Apprentices to sewing machines. Also, Shirt Finishers. Mrs Keates, Castle street south. — [14, 386, 174, 413]
advertisement — [956, 886, 1101, 930]
advertisement-heading: FEW FURNISHING GOODS. — [979, 207, 1078, 217]
advertisement — [351, 1056, 511, 1098]
advertisement-body: THE undersigned have pleasure in announcing having received the sole Agency in New Zealand for the new "HOLT" FAMILY SHUTTLE SEWING MACHINE, A Machine we guarantee to be an exact facsimile of the AMERICAN "SINGER," in every way equal for beauty of finish and workmanship, and FROM 20 TO 25 PER CENT. CHEAPER. Having just received our third shipment of the above excellent machines, we shall be happy to supply orders. This shipment comprises—Plain Table, with and without cover; Half and Full Cabinet Medium, and No. 2 Wheel-feed Machines. — [183, 295, 343, 402]
lace-sets: A CHEAP LOT OF REAL LACE SETS AND COLLARS. — [805, 654, 947, 673]
advertisement-body: WANTED, Board and Lodgings for three Young Men. Private sitting-room. Address, "J. F.," Star office. — [14, 545, 174, 572]
premises-sold: THE PREMISES SOLD. — [548, 684, 623, 694]
advertisement-body: LIBRARY Dictionary (tenth thousand). Cloth, 13s 6d; half-calf, 18s 6d. The fifth shipment of this celebrated work just received at Hay's Bible Warehouse. — [351, 1013, 511, 1049]
table-row — [351, 380, 511, 388]
ads-list — [183, 205, 343, 1068]
entire-saving: ENTIRE SAVING TO THE NATION! CLOTHING AMPLY PROVIDED FOR THE GROWING POPULATION! — [806, 204, 946, 231]
advertisement-heading: WANTED. — [76, 270, 112, 280]
advertisement — [14, 205, 174, 266]
advertisement-body: WANTED, Bricklayers; six months' steady work. Apply — [14, 1156, 174, 1175]
advertisement — [14, 580, 174, 613]
advertisement — [956, 367, 1101, 409]
advertisement-body: THE most simple, complete, and perfect Machines yet invented. G. M. Aldrich, Agent, corner of Princes and Dowling streets, Dunedin. Machines sold on deferred payments. Beware of imitations of the "Singer" Machines. — [183, 457, 343, 502]
price-list-2 — [519, 385, 796, 482]
advertisement-heading: SINGER'S SEWING MACHINES. — [206, 448, 320, 458]
ads-list — [663, 1039, 796, 1186]
advertisement-body: WANTED, first-class Milliner. Herbert, Haynes, and Co. — [14, 359, 174, 378]
tolls-heading: LEASE OF TOLLS. — [398, 205, 464, 215]
advertisement — [14, 358, 174, 383]
dateline-bar — [0, 163, 1114, 186]
general-clearance: GENERAL CLEARANCE OF GOODS. — [529, 976, 642, 995]
advertisement-body: DR COLE has Removed his Private Residence to George street, next door to Marshall, chemist. Consulting Chambers as before—Princes street. Hours of attendance: from 10 to 12 morning, and 4 to 6 evening. — [663, 1137, 796, 1181]
advertisement — [14, 1298, 174, 1331]
toll-gate-name: Blueskin — [351, 296, 377, 305]
advertisement — [14, 713, 174, 746]
